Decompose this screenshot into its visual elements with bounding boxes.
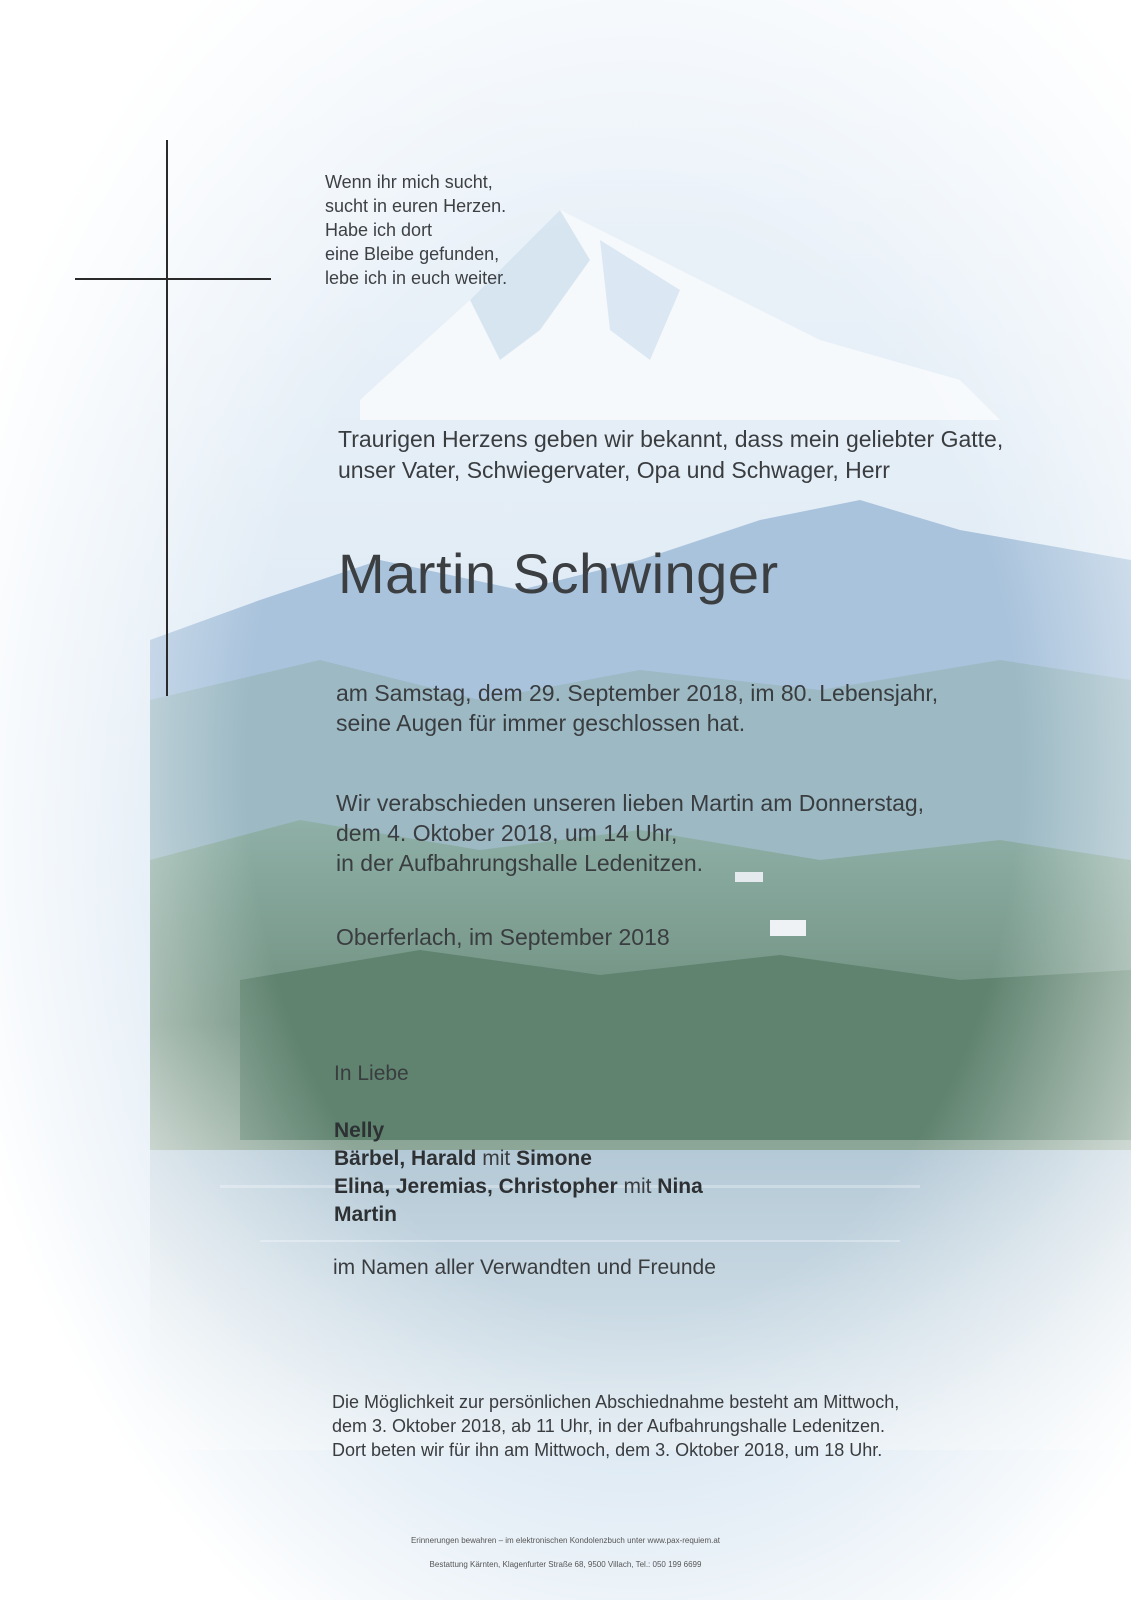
family-member: Bärbel xyxy=(334,1147,400,1170)
poem-line: Wenn ihr mich sucht, xyxy=(325,172,493,192)
footer-condolence: Erinnerungen bewahren – im elektronischen Kondolenzbuch unter www.pax-requiem.at xyxy=(410,1536,721,1545)
footer-undertaker: Bestattung Kärnten, Klagenfurter Straße 68, 9500 Villach, Tel.: 050 199 6699 xyxy=(429,1560,702,1569)
viewing-notice xyxy=(332,1390,899,1462)
family-separator: , xyxy=(486,1175,499,1198)
family-member: Simone xyxy=(516,1147,592,1170)
farewell-line: dem 4. Oktober 2018, um 14 Uhr, xyxy=(336,820,678,846)
family-row xyxy=(334,1173,703,1201)
in-love-text: In Liebe xyxy=(334,1062,409,1085)
announcement-line: unser Vater, Schwiegervater, Opa und Schwager, Herr xyxy=(338,457,890,483)
death-statement xyxy=(336,678,938,738)
notice-line: dem 3. Oktober 2018, ab 11 Uhr, in der Aufbahrungshalle Ledenitzen. xyxy=(332,1416,886,1436)
poem-line: sucht in euren Herzen. xyxy=(325,196,507,216)
family-member: Elina xyxy=(334,1175,385,1198)
family-member: Nina xyxy=(657,1175,703,1198)
poem-line: eine Bleibe gefunden, xyxy=(325,244,500,264)
poem-line: lebe ich in euch weiter. xyxy=(325,268,508,288)
family-row xyxy=(334,1117,703,1145)
family-member: Harald xyxy=(411,1147,477,1170)
notice-line: Dort beten wir für ihn am Mittwoch, dem 3. Oktober 2018, um 18 Uhr. xyxy=(332,1440,883,1460)
family-row xyxy=(334,1201,703,1229)
announcement-line: Traurigen Herzens geben wir bekannt, dass mein geliebter Gatte, xyxy=(338,426,1004,452)
family-member: Nelly xyxy=(334,1119,385,1142)
family-member: Christopher xyxy=(498,1175,618,1198)
death-line: am Samstag, dem 29. September 2018, im 80. Lebensjahr, xyxy=(336,680,939,706)
family-separator: , xyxy=(399,1147,412,1170)
relatives-line: im Namen aller Verwandten und Freunde xyxy=(333,1256,716,1279)
deceased-name: Martin Schwinger xyxy=(338,542,779,605)
farewell-details xyxy=(336,788,924,878)
notice-line: Die Möglichkeit zur persönlichen Abschiednahme besteht am Mittwoch, xyxy=(332,1392,900,1412)
poem-verse xyxy=(325,170,507,290)
family-with: mit xyxy=(617,1175,658,1198)
place-date: Oberferlach, im September 2018 xyxy=(336,924,670,950)
family-separator: , xyxy=(384,1175,396,1198)
announcement xyxy=(338,424,1003,486)
family-with: mit xyxy=(476,1147,517,1170)
family-names xyxy=(334,1117,703,1229)
family-member: Jeremias xyxy=(395,1175,487,1198)
death-line: seine Augen für immer geschlossen hat. xyxy=(336,710,746,736)
house xyxy=(770,920,806,936)
family-row xyxy=(334,1145,703,1173)
cross-horizontal-bar xyxy=(75,278,271,280)
family-member: Martin xyxy=(334,1203,397,1226)
farewell-line: Wir verabschieden unseren lieben Martin am Donnerstag, xyxy=(336,790,925,816)
cross-vertical-bar xyxy=(166,140,168,696)
farewell-line: in der Aufbahrungshalle Ledenitzen. xyxy=(336,850,704,876)
poem-line: Habe ich dort xyxy=(325,220,433,240)
